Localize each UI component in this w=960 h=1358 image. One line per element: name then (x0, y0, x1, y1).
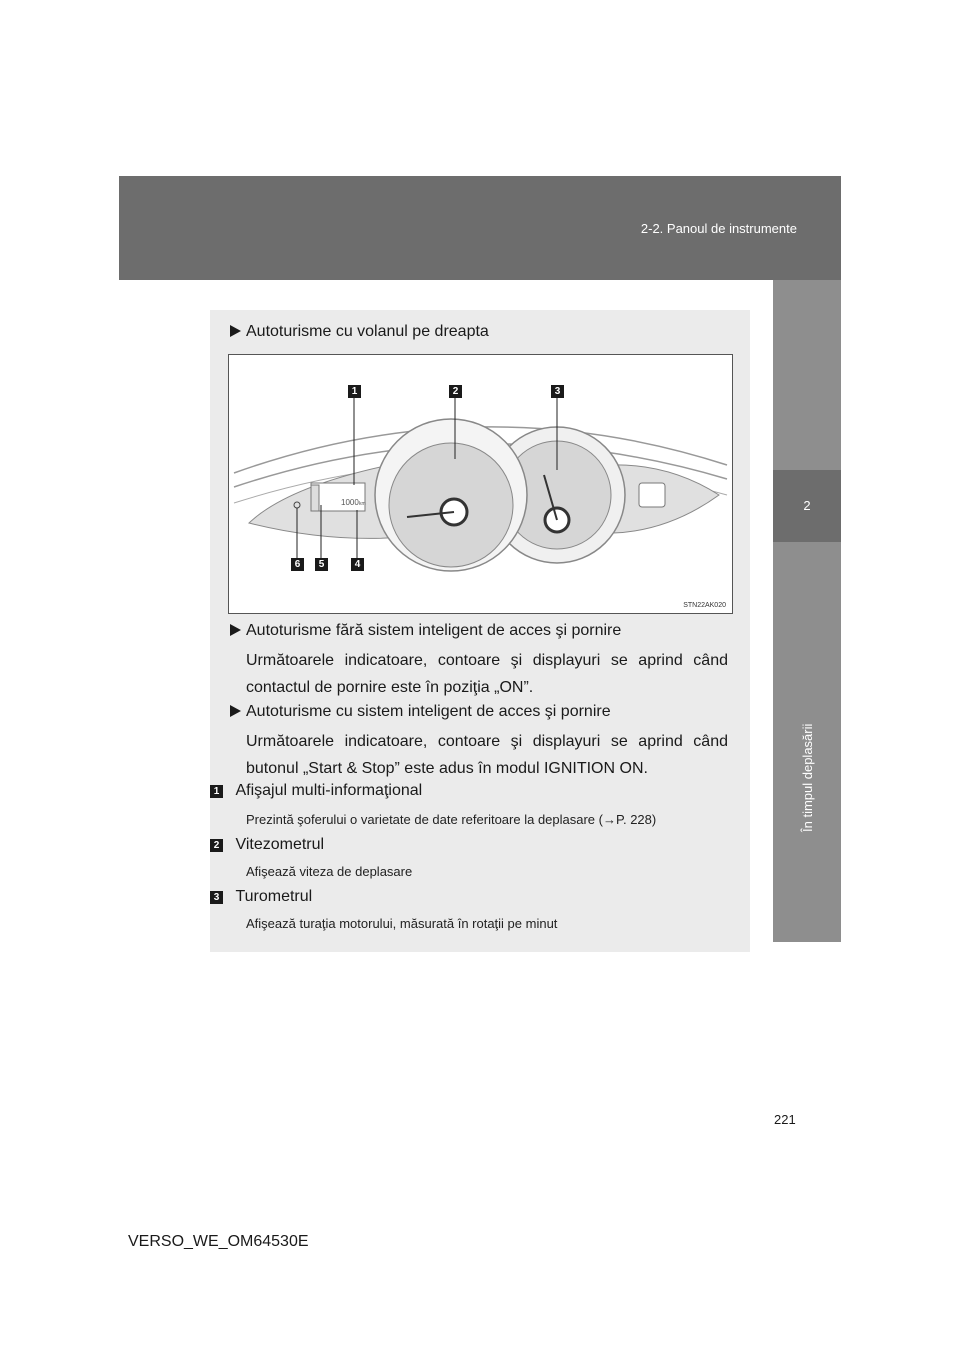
instrument-cluster-drawing (229, 355, 732, 613)
odometer-unit: km (359, 501, 366, 507)
item-1-desc: Prezintă şoferului o varietate de date referitoare la deplasare (→P. 228) (246, 812, 657, 827)
chapter-label: În timpul deplasării (800, 723, 815, 832)
smart-text: Următoarele indicatoare, contoare şi displayuri se aprind când butonul „Start & Stop” este adus în modul IGNITION ON. (246, 733, 728, 777)
callout-2: 2 (449, 385, 462, 398)
odometer-readout: 1000 (341, 498, 359, 507)
section-title: 2-2. Panoul de instrumente (640, 221, 797, 236)
item-1-title: 1 Afişajul multi-informaţional (210, 782, 422, 800)
triangle-bullet-icon (230, 624, 241, 636)
rhd-heading: Autoturisme cu volanul pe dreapta (230, 318, 489, 345)
callout-4: 4 (351, 558, 364, 571)
callout-6: 6 (291, 558, 304, 571)
section-header (119, 176, 841, 280)
chapter-number: 2 (803, 498, 811, 513)
content-panel (210, 310, 750, 952)
item-2-desc: Afişează viteza de deplasare (246, 864, 413, 879)
item-2-number: 2 (210, 839, 223, 852)
callout-3: 3 (551, 385, 564, 398)
triangle-bullet-icon (230, 325, 241, 337)
item-3-title: 3 Turometrul (210, 888, 312, 906)
instrument-cluster-illustration (228, 354, 733, 614)
callout-1: 1 (348, 385, 361, 398)
callout-5: 5 (315, 558, 328, 571)
item-1-number: 1 (210, 785, 223, 798)
illustration-code: STN22AK020 (683, 602, 726, 609)
triangle-bullet-icon (230, 705, 241, 717)
chapter-number-box (773, 470, 841, 542)
no-smart-text: Următoarele indicatoare, contoare şi displayuri se aprind când contactul de pornire este în poziţia „ON”. (246, 652, 728, 696)
side-tab-top (773, 280, 841, 470)
page-number: 221 (774, 1112, 796, 1127)
item-2-title: 2 Vitezometrul (210, 836, 324, 854)
item-3-number: 3 (210, 891, 223, 904)
item-3-desc: Afişează turaţia motorului, măsurată în rotaţii pe minut (246, 916, 558, 931)
document-code: VERSO_WE_OM64530E (128, 1233, 309, 1250)
chapter-label-box (773, 542, 841, 942)
no-smart-heading: Autoturisme fără sistem inteligent de acces şi pornire (230, 617, 621, 644)
smart-heading: Autoturisme cu sistem inteligent de acces şi pornire (230, 698, 611, 725)
